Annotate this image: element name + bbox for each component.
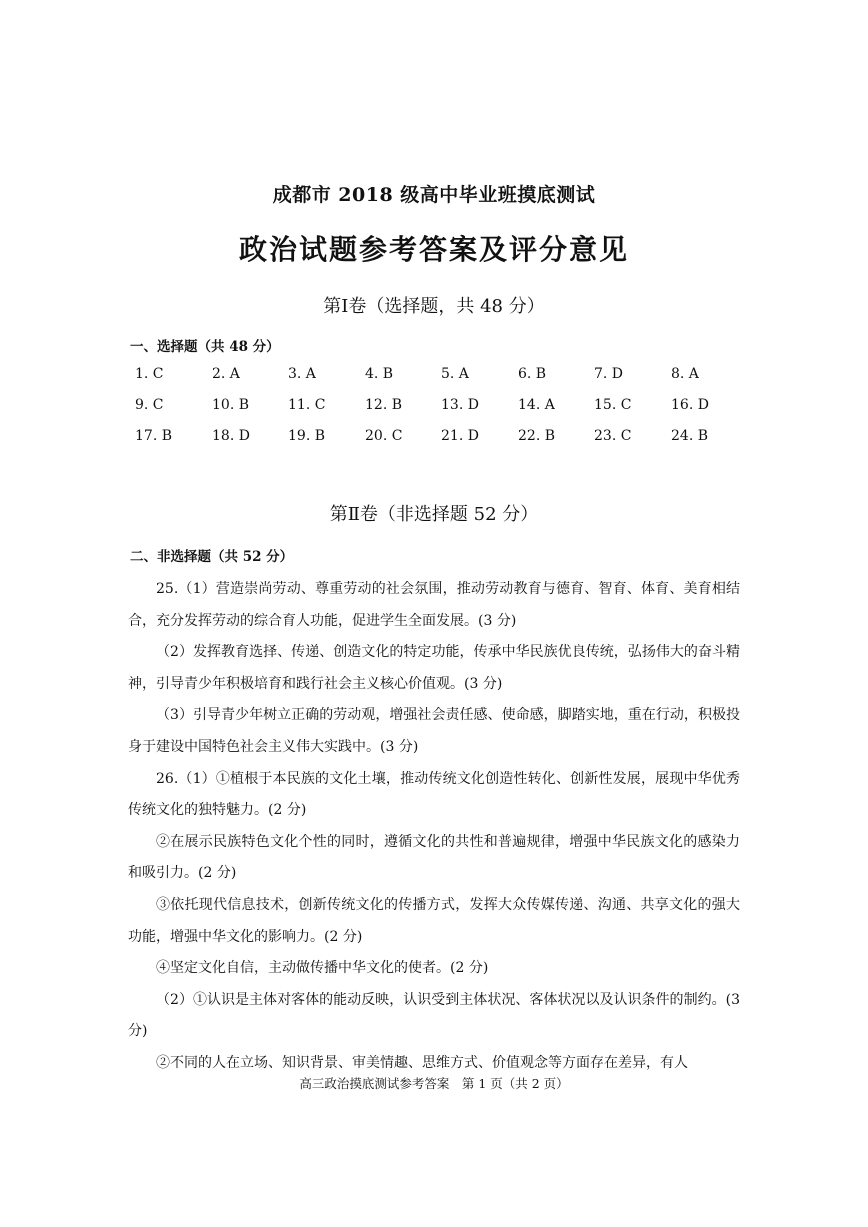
answer-cell: 12. B [365, 397, 403, 413]
answer-paragraph: ②在展示民族特色文化个性的同时，遵循文化的共性和普遍规律，增强中华民族文化的感染力和吸引力。(2 分) [128, 833, 740, 882]
answer-row [135, 397, 755, 428]
answer-paragraph: ④坚定文化自信，主动做传播中华文化的使者。(2 分) [156, 960, 489, 977]
answer-cell: 24. B [671, 428, 709, 444]
answer-cell: 15. C [594, 397, 632, 413]
answer-cell: 4. B [365, 366, 394, 382]
answer-cell: 5. A [441, 366, 469, 382]
answer-cell: 7. D [594, 366, 624, 382]
answer-row [135, 366, 755, 397]
answer-paragraph: （2）①认识是主体对客体的能动反映，认识受到主体状况、客体状况以及认识条件的制约。(3 分) [128, 991, 740, 1040]
page-footer: 高三政治摸底测试参考答案 第 1 页（共 2 页） [299, 1076, 569, 1091]
answer-cell: 14. A [518, 397, 555, 413]
answer-cell: 16. D [671, 397, 709, 413]
answer-grid [135, 366, 755, 459]
section-1-heading: 一、选择题（共 48 分） [130, 339, 280, 355]
answer-paragraph: （2）发挥教育选择、传递、创造文化的特定功能，传承中华民族优良传统，弘扬伟大的奋斗精神，引导青少年积极培育和践行社会主义核心价值观。(3 分) [128, 644, 740, 692]
answer-cell: 17. B [135, 428, 173, 444]
answer-cell: 20. C [365, 428, 403, 444]
answer-paragraph: ③依托现代信息技术，创新传统文化的传播方式，发挥大众传媒传递、沟通、共享文化的强大功能，增强中华文化的影响力。(2 分) [128, 896, 740, 945]
answer-cell: 21. D [441, 428, 479, 444]
answer-cell: 9. C [135, 397, 164, 413]
answer-cell: 8. A [671, 366, 699, 382]
answer-key-title: 政治试题参考答案及评分意见 [238, 233, 629, 266]
answer-paragraph: 26.（1）①植根于本民族的文化土壤，推动传统文化创造性转化、创新性发展，展现中华优秀传统文化的独特魅力。(2 分) [128, 770, 740, 819]
section-2-heading: 二、非选择题（共 52 分） [130, 549, 294, 565]
answer-paragraph: （3）引导青少年树立正确的劳动观，增强社会责任感、使命感，脚踏实地，重在行动，积极投身于建设中国特色社会主义伟大实践中。(3 分) [128, 707, 740, 755]
volume-2-heading: 第Ⅱ卷（非选择题 52 分） [329, 504, 539, 525]
answer-cell: 19. B [288, 428, 326, 444]
answer-cell: 18. D [212, 428, 250, 444]
answer-cell: 2. A [212, 366, 240, 382]
answer-cell: 23. C [594, 428, 632, 444]
answer-cell: 13. D [441, 397, 479, 413]
answer-paragraph: ②不同的人在立场、知识背景、审美情趣、思维方式、价值观念等方面存在差异，有人 [156, 1054, 688, 1071]
answer-cell: 3. A [288, 366, 316, 382]
answer-cell: 1. C [135, 366, 164, 382]
answer-paragraph: 25.（1）营造崇尚劳动、尊重劳动的社会氛围，推动劳动教育与德育、智育、体育、美育相结合，充分发挥劳动的综合育人功能，促进学生全面发展。(3 分) [128, 581, 740, 629]
exam-title: 成都市 2018 级高中毕业班摸底测试 [272, 184, 596, 206]
volume-1-heading: 第Ⅰ卷（选择题，共 48 分） [323, 296, 545, 317]
answer-row [135, 428, 755, 459]
answer-cell: 6. B [518, 366, 547, 382]
answer-cell: 10. B [212, 397, 250, 413]
answer-body [128, 574, 740, 1080]
answer-cell: 22. B [518, 428, 556, 444]
answer-cell: 11. C [288, 397, 326, 413]
